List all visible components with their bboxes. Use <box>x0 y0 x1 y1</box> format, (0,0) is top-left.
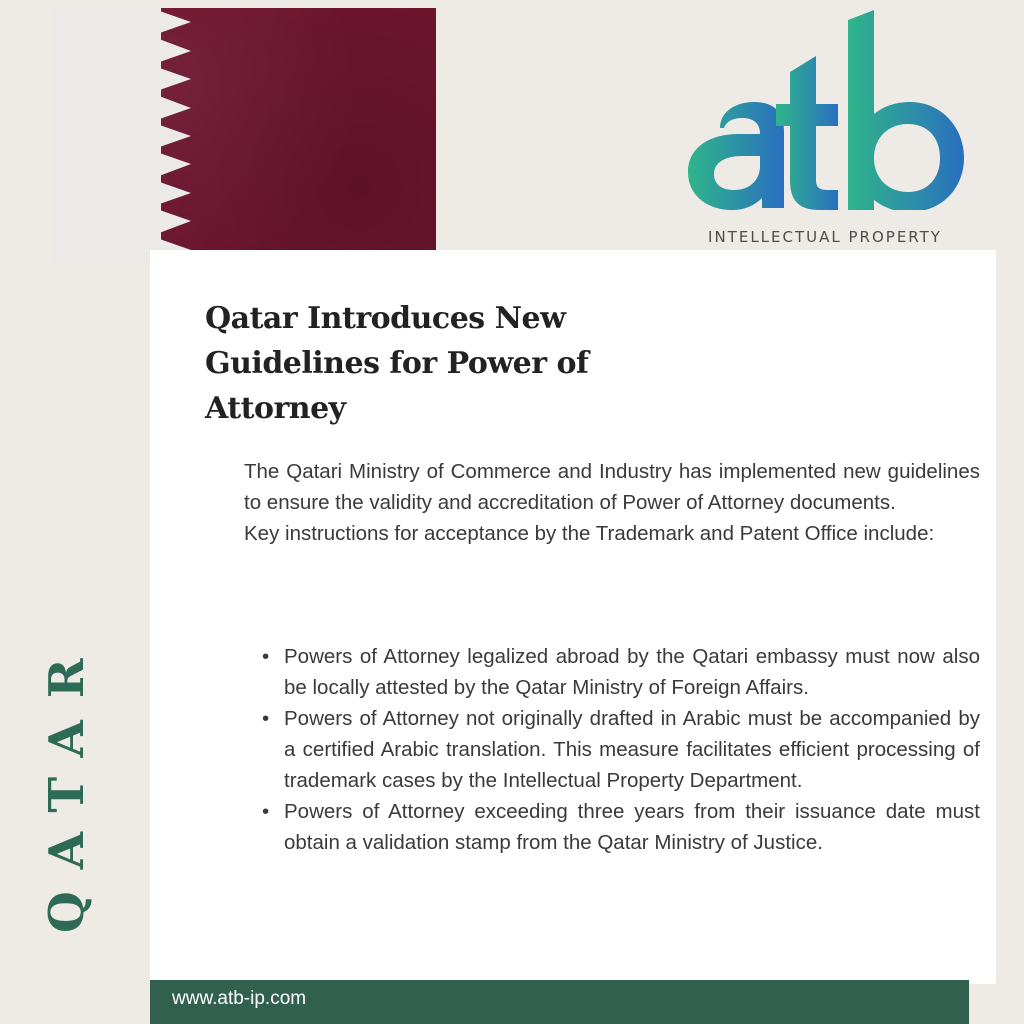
intro-paragraph: The Qatari Ministry of Commerce and Industry has implemented new guidelines to ensure the validity and accreditation of Power of Attorney documents. <box>244 460 980 514</box>
page-title: Qatar Introduces New Guidelines for Power of Attorney <box>205 301 589 426</box>
flag-serrated-edge <box>51 8 436 264</box>
qatar-flag <box>51 8 436 264</box>
footer-bar <box>150 980 969 1024</box>
logo-subtitle: INTELLECTUAL PROPERTY <box>708 228 942 246</box>
atb-logo[interactable] <box>680 10 970 246</box>
atb-logo-mark <box>680 10 970 210</box>
list-item: • Powers of Attorney exceeding three years from their issuance date must obtain a validation stamp from the Qatar Ministry of Justice. <box>284 796 980 858</box>
side-label-wrap <box>32 636 102 940</box>
list-item: • Powers of Attorney not originally drafted in Arabic must be accompanied by a certified Arabic translation. This measure facilitates efficient processing of trademark cases by the Intellectual Property Department. <box>284 703 980 796</box>
article-body <box>244 456 980 549</box>
side-label: QATAR <box>39 636 95 933</box>
website-link[interactable]: www.atb-ip.com <box>172 988 307 1009</box>
instruction-list <box>284 641 980 858</box>
lead-paragraph: Key instructions for acceptance by the Trademark and Patent Office include: <box>244 522 935 545</box>
list-item: • Powers of Attorney legalized abroad by the Qatari embassy must now also be locally attested by the Qatar Ministry of Foreign Affairs. <box>284 641 980 703</box>
